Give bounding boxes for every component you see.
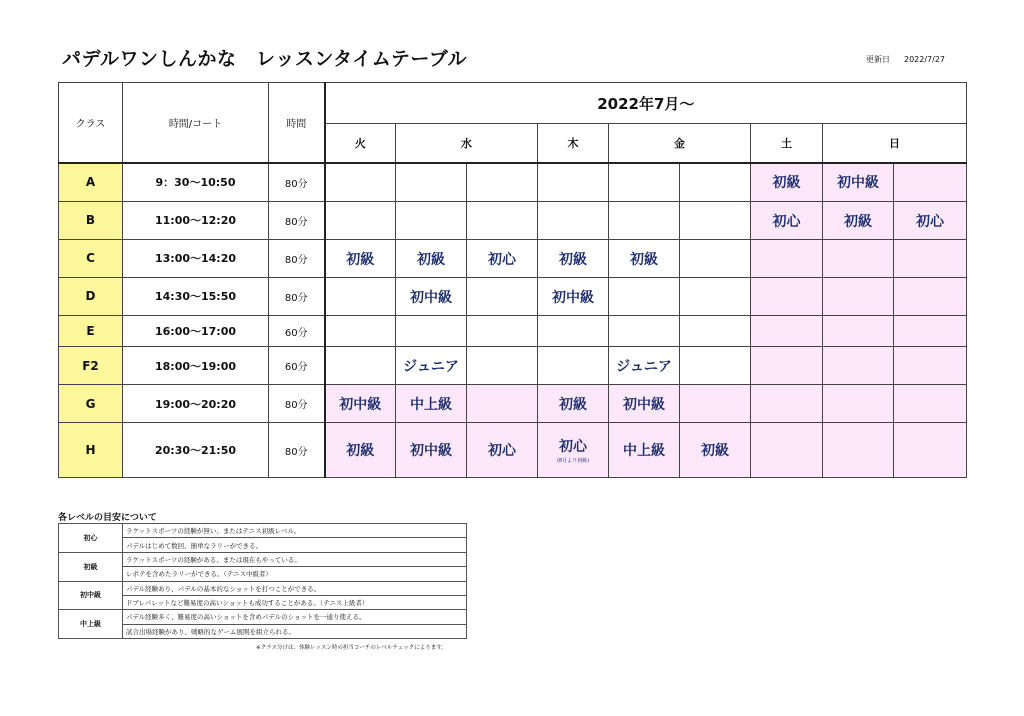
slot-cell xyxy=(894,315,967,347)
slot-cell xyxy=(538,277,609,315)
table-row xyxy=(59,315,967,347)
slot-cell xyxy=(609,239,680,277)
slot-cell xyxy=(894,163,967,202)
slot-cell xyxy=(751,347,823,385)
table-row xyxy=(59,385,967,423)
slot-cell xyxy=(609,163,680,202)
slot-cell xyxy=(467,163,538,202)
slot-cell xyxy=(325,315,396,347)
slot-cell xyxy=(751,423,823,478)
duration-header: 時間 xyxy=(269,83,325,163)
level-label: 中上級 xyxy=(623,443,665,460)
level-label: ジュニア xyxy=(403,359,459,376)
slot-cell xyxy=(325,201,396,239)
slot-cell xyxy=(396,239,467,277)
slot-cell xyxy=(325,423,396,478)
slot-cell xyxy=(396,201,467,239)
table-row xyxy=(59,201,967,239)
level-label: 初級 xyxy=(346,251,375,268)
level-label: 初中級 xyxy=(837,175,879,192)
level-desc: ラケットスポーツの経験が無い、またはテニス初級レベル。 xyxy=(123,524,467,538)
slot-cell xyxy=(823,315,894,347)
class-cell: A xyxy=(59,163,123,202)
level-label: 初級 xyxy=(844,213,872,230)
class-cell: C xyxy=(59,239,123,277)
table-row xyxy=(59,423,967,478)
slot-cell xyxy=(823,423,894,478)
time-header: 時間/コート xyxy=(123,83,269,163)
table-row xyxy=(59,239,967,277)
level-name: 中上級 xyxy=(59,610,123,639)
time-cell: 13:00～14:20 xyxy=(123,239,269,277)
slot-cell xyxy=(680,385,751,423)
time-cell: 9：30～10:50 xyxy=(123,163,269,202)
slot-cell xyxy=(325,163,396,202)
level-label: 初級 xyxy=(559,251,587,268)
level-name: 初級 xyxy=(59,552,123,581)
slot-cell xyxy=(680,163,751,202)
level-desc: パデル経験あり、パデルの基本的なショットを打つことができる。 xyxy=(123,581,467,595)
slot-cell xyxy=(680,201,751,239)
slot-cell xyxy=(325,277,396,315)
level-label: 中上級 xyxy=(410,397,452,414)
slot-cell xyxy=(396,163,467,202)
slot-cell xyxy=(823,201,894,239)
level-desc: ラケットスポーツの経験がある、または現在もやっている。 xyxy=(123,552,467,566)
updated-label: 更新日 xyxy=(866,55,890,64)
level-label: 初中級 xyxy=(410,289,452,306)
slot-cell xyxy=(396,315,467,347)
duration-cell: 60分 xyxy=(269,347,325,385)
slot-cell xyxy=(325,239,396,277)
timetable xyxy=(58,82,967,478)
duration-cell: 80分 xyxy=(269,385,325,423)
slot-cell xyxy=(680,423,751,478)
levels-title: 各レベルの目安について xyxy=(58,513,157,523)
slot-cell xyxy=(467,315,538,347)
level-label: 初心 xyxy=(488,443,516,460)
duration-cell: 60分 xyxy=(269,315,325,347)
day-thu: 木 xyxy=(538,124,609,163)
class-header: クラス xyxy=(59,83,123,163)
slot-cell xyxy=(609,347,680,385)
slot-cell xyxy=(894,201,967,239)
slot-cell xyxy=(467,239,538,277)
slot-cell xyxy=(894,277,967,315)
slot-cell xyxy=(894,423,967,478)
slot-cell xyxy=(609,201,680,239)
class-cell: B xyxy=(59,201,123,239)
slot-cell xyxy=(538,385,609,423)
day-fri: 金 xyxy=(609,124,751,163)
slot-cell xyxy=(751,277,823,315)
slot-cell xyxy=(609,423,680,478)
level-desc: 試合出場経験があり、戦略的なゲーム展開を組立られる。 xyxy=(123,624,467,638)
level-name: 初心 xyxy=(59,524,123,553)
slot-cell xyxy=(680,347,751,385)
class-cell: H xyxy=(59,423,123,478)
slot-cell xyxy=(894,239,967,277)
level-label: 初心 xyxy=(772,213,801,230)
level-desc: パデル経験多く、難易度の高いショットを含めパデルのショットを一通り使える。 xyxy=(123,610,467,624)
slot-cell xyxy=(325,347,396,385)
slot-cell xyxy=(467,423,538,478)
slot-cell xyxy=(823,277,894,315)
class-cell: F2 xyxy=(59,347,123,385)
level-label: 初級 xyxy=(346,443,375,460)
slot-cell xyxy=(751,315,823,347)
time-cell: 20:30～21:50 xyxy=(123,423,269,478)
slot-note: (8月より初級) xyxy=(556,458,590,465)
slot-cell xyxy=(609,385,680,423)
level-row xyxy=(59,524,467,538)
level-row xyxy=(59,552,467,566)
slot-cell xyxy=(751,163,823,202)
level-desc: パデルはじめて数回、簡単なラリーができる。 xyxy=(123,538,467,552)
level-label: 初中級 xyxy=(410,443,452,460)
slot-cell xyxy=(609,315,680,347)
slot-cell xyxy=(894,385,967,423)
month-header: 2022年7月～ xyxy=(325,83,967,124)
slot-cell xyxy=(396,277,467,315)
footnote: ※クラス分けは、体験レッスン時の担当コーチのレベルチェックによります。 xyxy=(256,645,447,651)
duration-cell: 80分 xyxy=(269,163,325,202)
duration-cell: 80分 xyxy=(269,277,325,315)
updated-value: 2022/7/27 xyxy=(904,55,946,64)
table-row xyxy=(59,277,967,315)
level-label: 初級 xyxy=(630,251,658,268)
level-label: ジュニア xyxy=(616,359,672,376)
slot-cell xyxy=(609,277,680,315)
table-row xyxy=(59,347,967,385)
level-label: 初級 xyxy=(417,251,445,268)
slot-cell xyxy=(467,347,538,385)
slot-cell xyxy=(823,163,894,202)
slot-cell xyxy=(751,385,823,423)
levels-table xyxy=(58,523,467,639)
slot-cell xyxy=(894,347,967,385)
slot-cell xyxy=(538,239,609,277)
class-cell: E xyxy=(59,315,123,347)
level-row xyxy=(59,610,467,624)
duration-cell: 80分 xyxy=(269,201,325,239)
time-cell: 16:00～17:00 xyxy=(123,315,269,347)
slot-cell xyxy=(467,201,538,239)
level-desc: レボテを含めたラリーができる。（テニス中級者） xyxy=(123,567,467,581)
slot-cell xyxy=(396,385,467,423)
table-row xyxy=(59,163,967,202)
level-label: 初心 xyxy=(559,438,587,455)
level-label: 初中級 xyxy=(552,289,594,306)
class-cell: D xyxy=(59,277,123,315)
level-label: 初心 xyxy=(916,213,945,230)
slot-cell xyxy=(823,347,894,385)
time-cell: 19:00～20:20 xyxy=(123,385,269,423)
level-row xyxy=(59,581,467,595)
level-label: 初級 xyxy=(701,443,729,460)
duration-cell: 80分 xyxy=(269,423,325,478)
slot-cell xyxy=(751,201,823,239)
day-sat: 土 xyxy=(751,124,823,163)
day-tue: 火 xyxy=(325,124,396,163)
time-cell: 18:00～19:00 xyxy=(123,347,269,385)
slot-cell xyxy=(538,163,609,202)
slot-cell xyxy=(823,239,894,277)
level-name: 初中級 xyxy=(59,581,123,610)
class-cell: G xyxy=(59,385,123,423)
slot-cell xyxy=(538,201,609,239)
slot-cell xyxy=(680,239,751,277)
duration-cell: 80分 xyxy=(269,239,325,277)
level-label: 初心 xyxy=(488,251,516,268)
level-label: 初級 xyxy=(772,175,801,192)
slot-cell xyxy=(823,385,894,423)
slot-cell xyxy=(680,277,751,315)
updated-date xyxy=(866,54,945,65)
level-label: 初級 xyxy=(559,397,587,414)
level-desc: ドブレパレットなど難易度の高いショットも成功することがある。（テニス上級者） xyxy=(123,595,467,609)
day-wed: 水 xyxy=(396,124,538,163)
page-title: パデルワンしんかな レッスンタイムテーブル xyxy=(62,48,468,70)
slot-cell xyxy=(396,347,467,385)
level-label: 初中級 xyxy=(623,397,665,414)
time-cell: 11:00～12:20 xyxy=(123,201,269,239)
slot-cell xyxy=(467,385,538,423)
time-cell: 14:30～15:50 xyxy=(123,277,269,315)
slot-cell xyxy=(467,277,538,315)
slot-cell xyxy=(751,239,823,277)
slot-cell xyxy=(396,423,467,478)
slot-cell xyxy=(538,347,609,385)
slot-cell xyxy=(680,315,751,347)
slot-cell xyxy=(538,315,609,347)
slot-cell xyxy=(538,423,609,478)
slot-cell xyxy=(325,385,396,423)
day-sun: 日 xyxy=(823,124,967,163)
level-label: 初中級 xyxy=(339,397,382,414)
